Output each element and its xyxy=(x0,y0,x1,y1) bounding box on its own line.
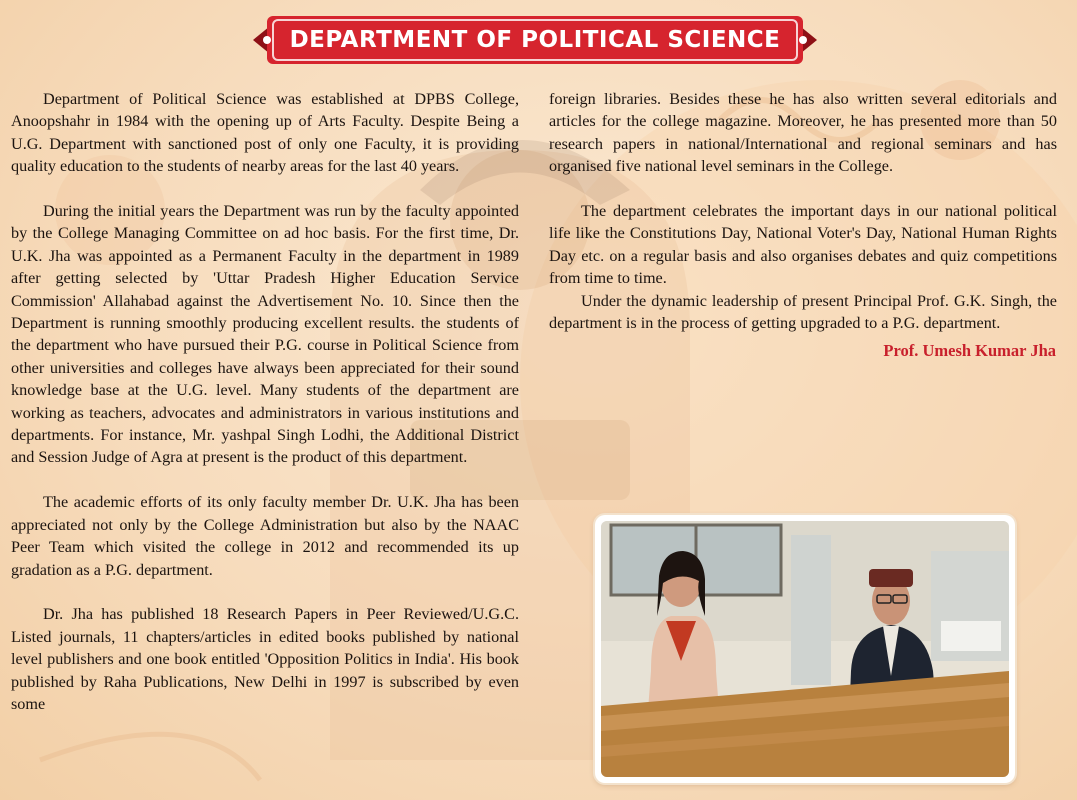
paragraph: During the initial years the Department was run by the faculty appointed by the College Managing Committee on ad hoc basis. For the first time, Dr. U.K. Jha was appointed as a Permanent Faculty in the department in 1989 after getting selected by 'Uttar Pradesh Higher Education Service Commission' Allahabad against the Advertisement No. 10. Since then the Department is running smoothly producing excellent results. the students of the department who have pursued their P.G. course in Political Science from other universities and colleges have always been appreciated for their sound knowledge base at the U.G. level. Many students of the department are working as teachers, advocates and administrators in various institutions and departments. For instance, Mr. yashpal Singh Lodhi, the Additional District and Session Judge of Agra at present is the product of this department. xyxy=(11,202,519,467)
paragraph: The academic efforts of its only faculty member Dr. U.K. Jha has been appreciated not only by the College Administration but also by the NAAC Peer Team which visited the college in 2012 and recommended its up gradation as a P.G. department. xyxy=(11,493,519,579)
faculty-photo-frame xyxy=(595,515,1015,783)
paragraph: Under the dynamic leadership of present Principal Prof. G.K. Singh, the department is in the process of getting upgraded to a P.G. department. xyxy=(549,291,1057,333)
left-text-column xyxy=(11,88,519,715)
paragraph: Dr. Jha has published 18 Research Papers in Peer Reviewed/U.G.C. Listed journals, 11 chapters/articles in edited books published by national level publishers and one book entitled 'Opposition Politics in India'. His book published by Raha Publications, New Delhi in 1997 is subscribed by even some xyxy=(11,605,519,713)
paragraph-continuation: foreign libraries. Besides these he has also written several editorials and articles for the college magazine. Moreover, he has presented more than 50 research papers in national/International and regional seminars and has organised five national level seminars in the College. xyxy=(549,90,1057,176)
right-text-column xyxy=(549,88,1057,363)
author-signature: Prof. Umesh Kumar Jha xyxy=(883,341,1056,361)
title-banner xyxy=(245,8,825,72)
paragraph: Department of Political Science was established at DPBS College, Anoopshahr in 1984 with the opening up of Arts Faculty. Despite Being a U.G. Department with sanctioned post of only one Faculty, it is providing quality education to the students of nearby areas for the last 40 years. xyxy=(11,90,519,176)
faculty-photo xyxy=(601,521,1009,777)
paragraph: The department celebrates the important days in our national political life like the Constitutions Day, National Voter's Day, National Human Rights Day etc. on a regular basis and also organises debates and quiz competitions from time to time. xyxy=(549,202,1057,288)
page-title: DEPARTMENT OF POLITICAL SCIENCE xyxy=(289,27,781,53)
